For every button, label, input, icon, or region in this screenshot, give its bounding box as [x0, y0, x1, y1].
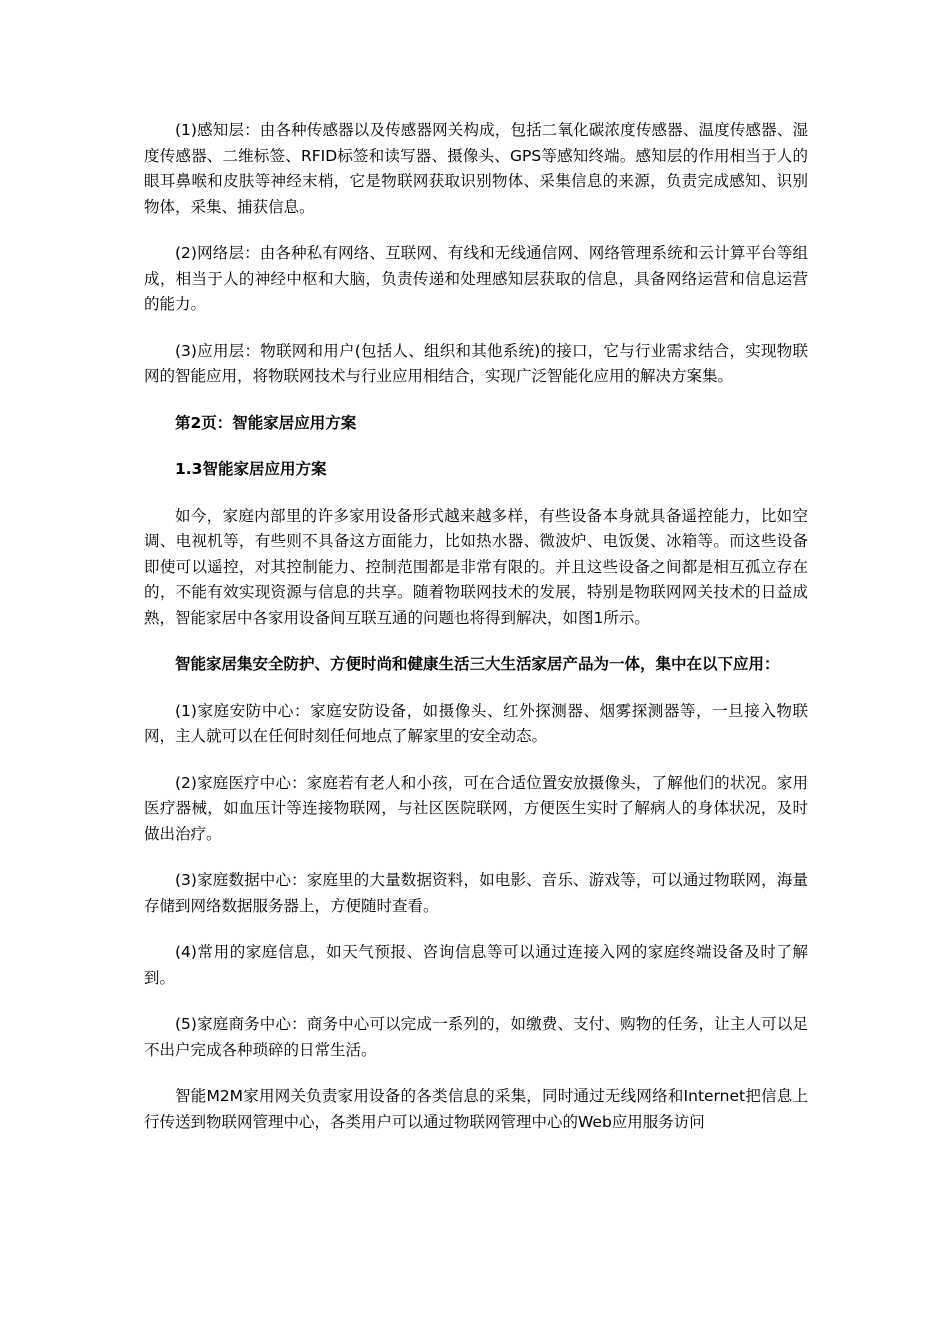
paragraph-business-center: (5)家庭商务中心：商务中心可以完成一系列的，如缴费、支付、购物的任务，让主人可以足不出户完成各种琐碎的日常生活。 [144, 1015, 808, 1059]
paragraph-smart-home-intro: 如今，家庭内部里的许多家用设备形式越来越多样，有些设备本身就具备遥控能力，比如空调、电视机等，有些则不具备这方面能力，比如热水器、微波炉、电饭煲、冰箱等。而这些设备即使可以遥控，对其控制能力、控制范围都是非常有限的。并且这些设备之间都是相互孤立存在的，不能有效实现资源与信息的共享。随着物联网技术的发展，特别是物联网网关技术的日益成熟，智能家居中各家用设备间互联互通的问题也将得到解决，如图1所示。 [144, 506, 808, 627]
section-heading-1-3: 1.3智能家居应用方案 [175, 460, 327, 478]
paragraph-m2m-gateway: 智能M2M家用网关负责家用设备的各类信息的采集，同时通过无线网络和Internet把信息上行传送到物联网管理中心，各类用户可以通过物联网管理中心的Web应用服务访问 [144, 1087, 808, 1131]
paragraph-data-center: (3)家庭数据中心：家庭里的大量数据资料，如电影、音乐、游戏等，可以通过物联网，海量存储到网络数据服务器上，方便随时查看。 [144, 871, 808, 915]
paragraph-network-layer: (2)网络层：由各种私有网络、互联网、有线和无线通信网、网络管理系统和云计算平台等组成，相当于人的神经中枢和大脑，负责传递和处理感知层获取的信息，具备网络运营和信息运营的能力。 [144, 244, 808, 313]
paragraph-security-center: (1)家庭安防中心：家庭安防设备，如摄像头、红外探测器、烟雾探测器等，一旦接入物联网，主人就可以在任何时刻任何地点了解家里的安全动态。 [144, 701, 808, 745]
paragraph-perception-layer: (1)感知层：由各种传感器以及传感器网关构成，包括二氧化碳浓度传感器、温度传感器、湿度传感器、二维标签、RFID标签和读写器、摄像头、GPS等感知终端。感知层的作用相当于人的眼耳鼻喉和皮肤等神经末梢，它是物联网获取识别物体、采集信息的来源，负责完成感知、识别物体，采集、捕获信息。 [144, 121, 808, 216]
section-heading-page-2: 第2页：智能家居应用方案 [175, 413, 357, 432]
paragraph-home-info: (4)常用的家庭信息，如天气预报、咨询信息等可以通过连接入网的家庭终端设备及时了解到。 [144, 943, 808, 987]
paragraph-application-layer: (3)应用层：物联网和用户(包括人、组织和其他系统)的接口，它与行业需求结合，实现物联网的智能应用，将物联网技术与行业应用相结合，实现广泛智能化应用的解决方案集。 [144, 341, 808, 385]
paragraph-smart-home-summary: 智能家居集安全防护、方便时尚和健康生活三大生活家居产品为一体，集中在以下应用： [175, 655, 780, 673]
document-body [144, 118, 808, 1156]
paragraph-medical-center: (2)家庭医疗中心：家庭若有老人和小孩，可在合适位置安放摄像头，了解他们的状况。家用医疗器械，如血压计等连接物联网，与社区医院联网，方便医生实时了解病人的身体状况，及时做出治疗。 [144, 773, 808, 843]
